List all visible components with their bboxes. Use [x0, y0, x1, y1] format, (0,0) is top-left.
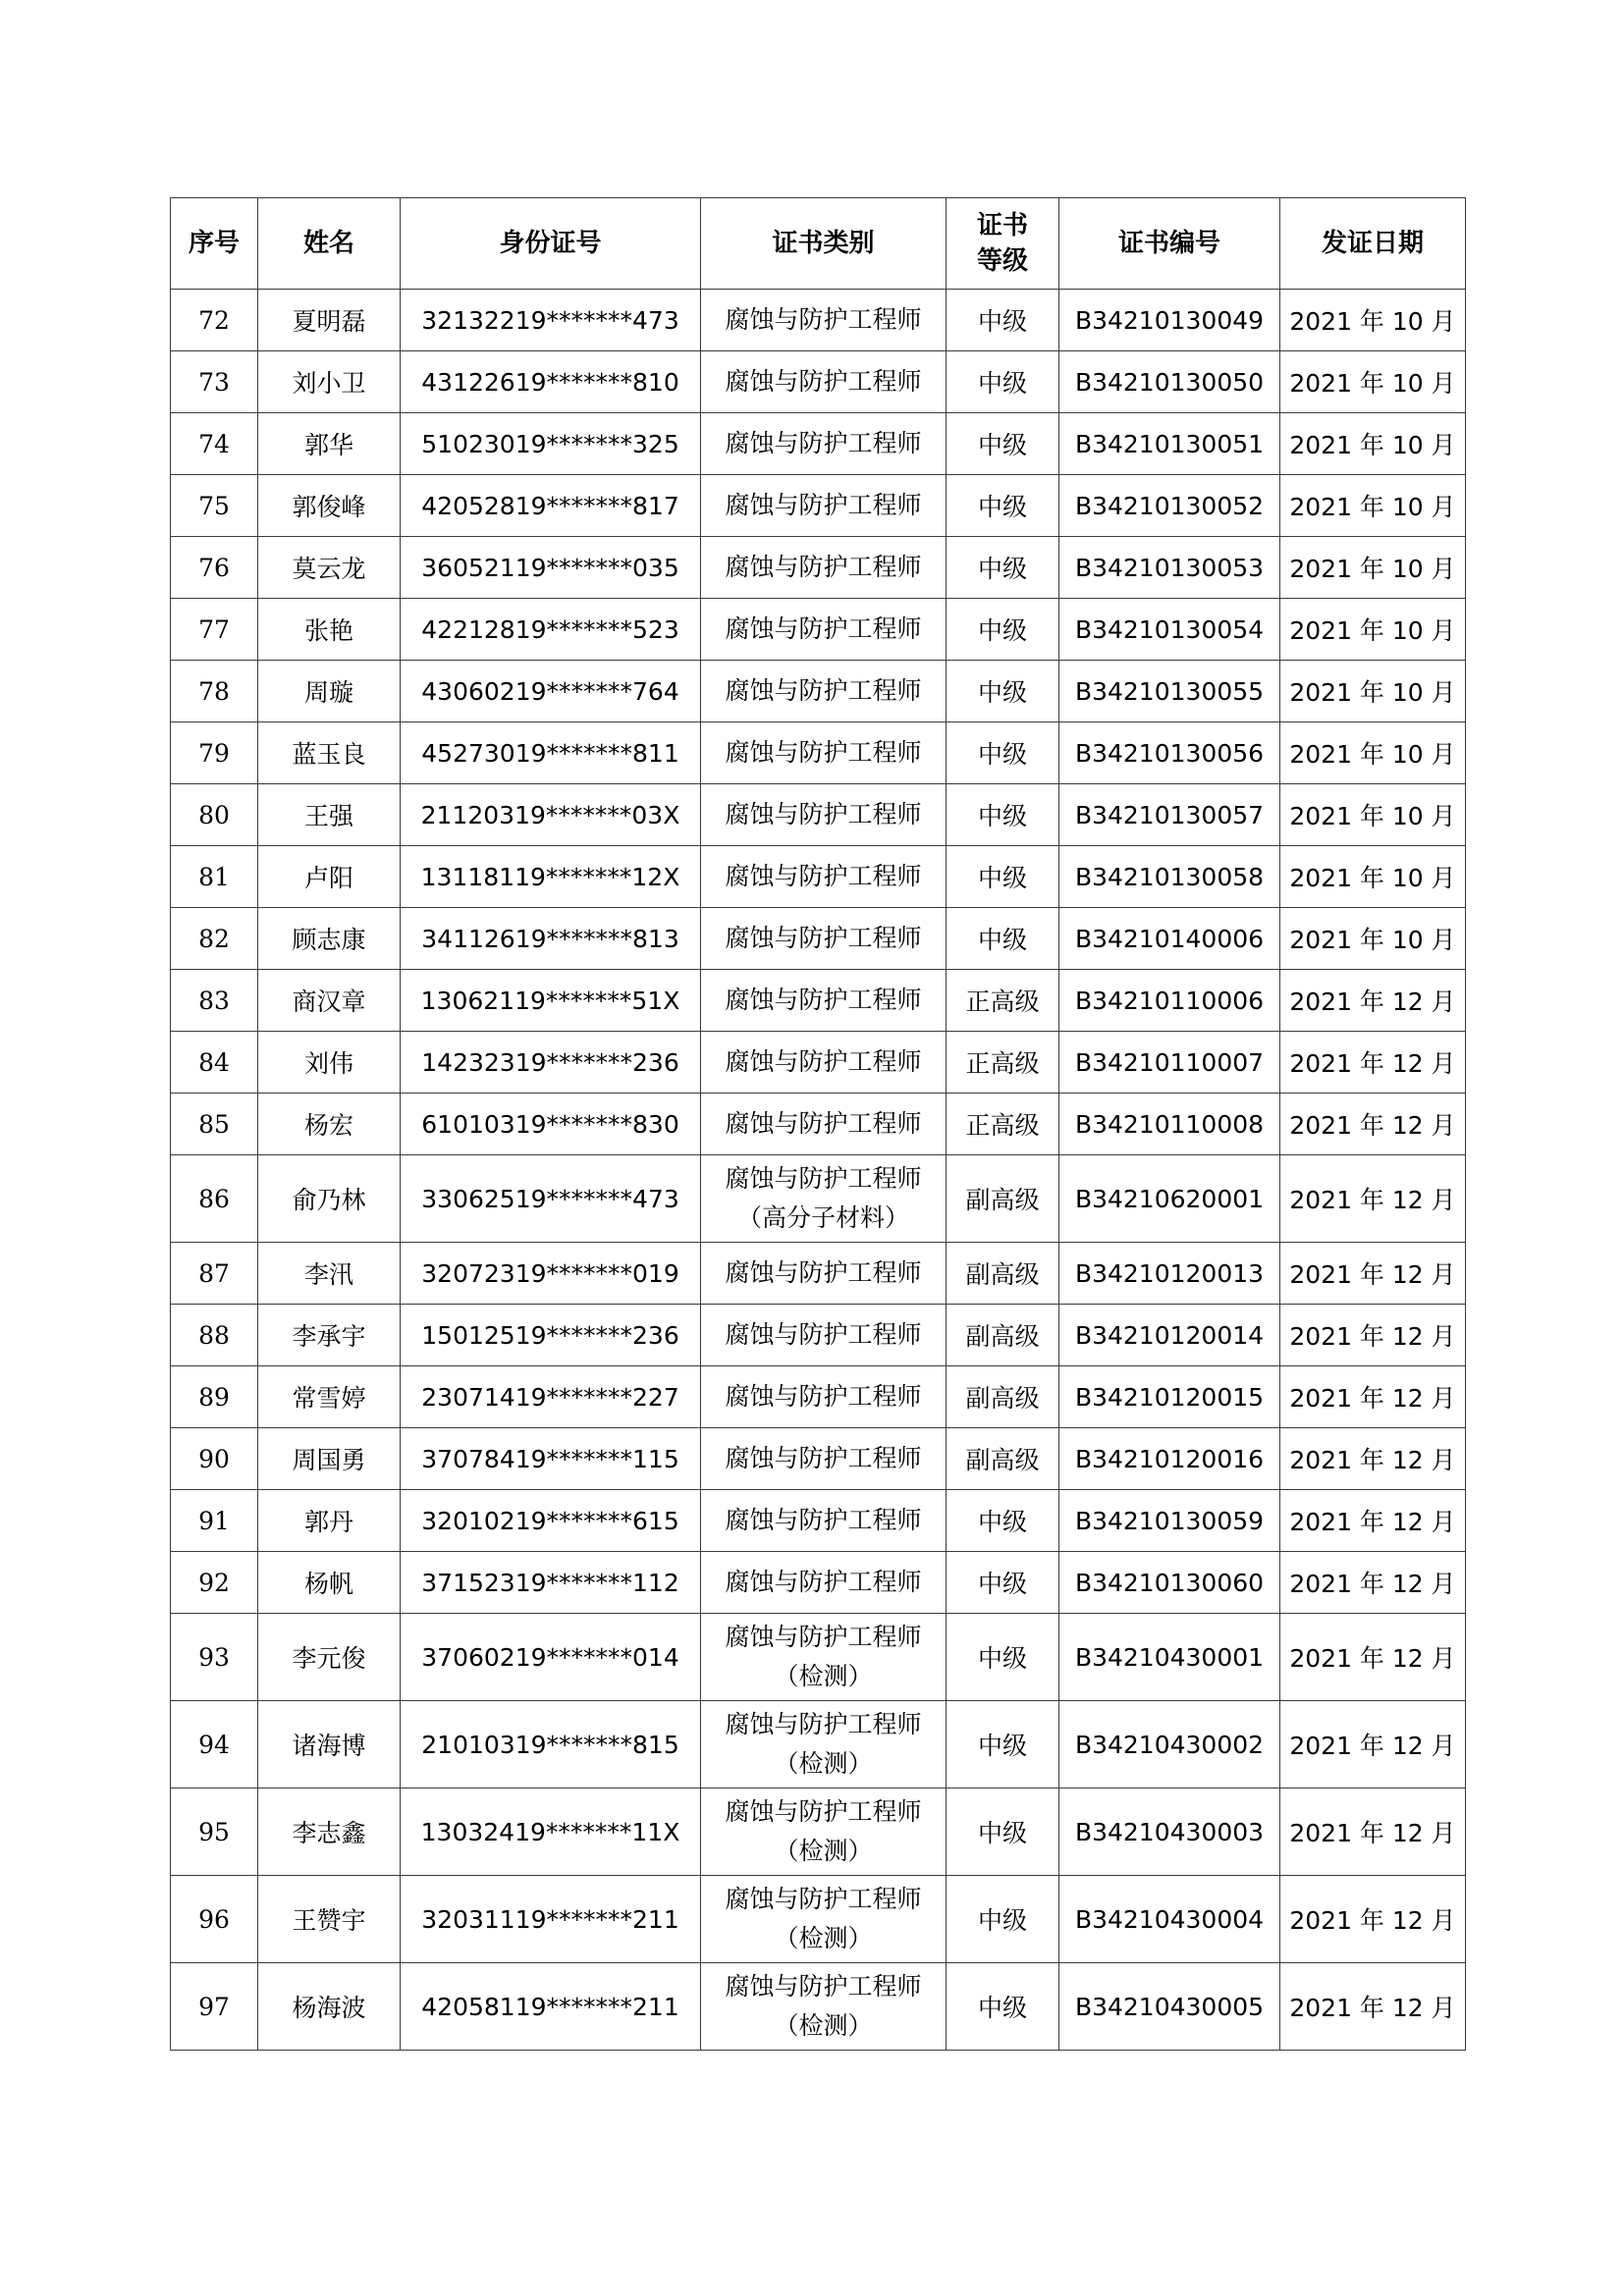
row-cert-type — [701, 599, 947, 661]
row-num: 76 — [171, 537, 258, 599]
row-num: 73 — [171, 351, 258, 413]
row-issue-date: 2021 年 12 月 — [1280, 1963, 1466, 2051]
row-cert-type-sub: （检测） — [774, 1837, 873, 1865]
row-cert-code: B34210130052 — [1059, 475, 1280, 537]
table-row — [171, 1552, 1466, 1614]
row-cert-type-main: 腐蚀与防护工程师 — [725, 1164, 922, 1193]
row-id-number: 33062519*******473 — [401, 1155, 701, 1243]
row-issue-date: 2021 年 12 月 — [1280, 1366, 1466, 1428]
table-row — [171, 1155, 1466, 1243]
row-cert-code: B34210130056 — [1059, 722, 1280, 784]
row-cert-type-main: 腐蚀与防护工程师 — [725, 367, 922, 396]
table-row — [171, 1876, 1466, 1963]
row-cert-type-main: 腐蚀与防护工程师 — [725, 1320, 922, 1349]
table-row — [171, 1963, 1466, 2051]
row-id-number: 21010319*******815 — [401, 1701, 701, 1789]
row-cert-type-main: 腐蚀与防护工程师 — [725, 1047, 922, 1076]
row-id-number: 32031119*******211 — [401, 1876, 701, 1963]
row-issue-date: 2021 年 12 月 — [1280, 1428, 1466, 1490]
row-num: 92 — [171, 1552, 258, 1614]
table-row — [171, 413, 1466, 475]
header-date: 发证日期 — [1280, 198, 1466, 290]
row-cert-type — [701, 784, 947, 846]
row-name: 王强 — [258, 784, 401, 846]
row-cert-level: 中级 — [947, 722, 1059, 784]
row-cert-type-main: 腐蚀与防护工程师 — [725, 429, 922, 457]
row-name: 李志鑫 — [258, 1789, 401, 1876]
row-issue-date: 2021 年 10 月 — [1280, 846, 1466, 908]
row-id-number: 13062119*******51X — [401, 970, 701, 1032]
row-cert-level: 副高级 — [947, 1428, 1059, 1490]
certificate-table — [170, 197, 1466, 2051]
row-cert-type-main: 腐蚀与防护工程师 — [725, 1444, 922, 1472]
row-cert-level: 正高级 — [947, 1094, 1059, 1155]
row-cert-level: 中级 — [947, 1789, 1059, 1876]
row-cert-code: B34210110007 — [1059, 1032, 1280, 1094]
row-name: 诸海博 — [258, 1701, 401, 1789]
row-num: 91 — [171, 1490, 258, 1552]
row-id-number: 34112619*******813 — [401, 908, 701, 970]
table-row — [171, 1032, 1466, 1094]
row-name: 杨海波 — [258, 1963, 401, 2051]
row-name: 俞乃林 — [258, 1155, 401, 1243]
row-cert-code: B34210110006 — [1059, 970, 1280, 1032]
row-cert-type — [701, 537, 947, 599]
row-cert-code: B34210130054 — [1059, 599, 1280, 661]
row-cert-level: 中级 — [947, 1552, 1059, 1614]
row-cert-type — [701, 351, 947, 413]
table-row — [171, 537, 1466, 599]
row-cert-level: 副高级 — [947, 1243, 1059, 1305]
row-num: 87 — [171, 1243, 258, 1305]
row-cert-type — [701, 1155, 947, 1243]
row-name: 李承宇 — [258, 1305, 401, 1366]
row-cert-type-main: 腐蚀与防护工程师 — [725, 1568, 922, 1596]
row-name: 莫云龙 — [258, 537, 401, 599]
row-name: 杨宏 — [258, 1094, 401, 1155]
row-issue-date: 2021 年 10 月 — [1280, 784, 1466, 846]
table-body — [171, 290, 1466, 2051]
row-name: 郭丹 — [258, 1490, 401, 1552]
row-cert-type — [701, 1614, 947, 1701]
row-cert-type-sub: （检测） — [774, 2011, 873, 2040]
header-row — [171, 198, 1466, 290]
row-name: 王赞宇 — [258, 1876, 401, 1963]
row-cert-level: 中级 — [947, 599, 1059, 661]
table-row — [171, 970, 1466, 1032]
row-name: 李汛 — [258, 1243, 401, 1305]
row-issue-date: 2021 年 10 月 — [1280, 290, 1466, 351]
row-cert-code: B34210130049 — [1059, 290, 1280, 351]
row-id-number: 45273019*******811 — [401, 722, 701, 784]
row-cert-code: B34210430002 — [1059, 1701, 1280, 1789]
table-row — [171, 1701, 1466, 1789]
row-cert-code: B34210120016 — [1059, 1428, 1280, 1490]
table-row — [171, 1366, 1466, 1428]
row-issue-date: 2021 年 10 月 — [1280, 413, 1466, 475]
row-issue-date: 2021 年 12 月 — [1280, 1243, 1466, 1305]
row-cert-type-main: 腐蚀与防护工程师 — [725, 800, 922, 828]
table-row — [171, 475, 1466, 537]
row-cert-code: B34210120013 — [1059, 1243, 1280, 1305]
row-cert-code: B34210140006 — [1059, 908, 1280, 970]
row-cert-level: 中级 — [947, 537, 1059, 599]
row-name: 商汉章 — [258, 970, 401, 1032]
row-num: 88 — [171, 1305, 258, 1366]
row-name: 蓝玉良 — [258, 722, 401, 784]
row-id-number: 42052819*******817 — [401, 475, 701, 537]
row-id-number: 15012519*******236 — [401, 1305, 701, 1366]
row-cert-type-main: 腐蚀与防护工程师 — [725, 491, 922, 519]
row-num: 86 — [171, 1155, 258, 1243]
row-num: 80 — [171, 784, 258, 846]
table-row — [171, 1614, 1466, 1701]
row-cert-type-main: 腐蚀与防护工程师 — [725, 676, 922, 705]
table-header — [171, 198, 1466, 290]
row-cert-type — [701, 413, 947, 475]
table-row — [171, 1428, 1466, 1490]
row-cert-code: B34210430005 — [1059, 1963, 1280, 2051]
row-num: 75 — [171, 475, 258, 537]
table-row — [171, 1243, 1466, 1305]
row-issue-date: 2021 年 10 月 — [1280, 908, 1466, 970]
row-cert-type-main: 腐蚀与防护工程师 — [725, 1258, 922, 1287]
row-cert-type — [701, 1963, 947, 2051]
row-id-number: 32072319*******019 — [401, 1243, 701, 1305]
header-level-line1: 证书 — [976, 211, 1028, 240]
row-cert-type — [701, 1701, 947, 1789]
row-cert-type-main: 腐蚀与防护工程师 — [725, 553, 922, 581]
table-row — [171, 846, 1466, 908]
row-name: 常雪婷 — [258, 1366, 401, 1428]
row-cert-type — [701, 1876, 947, 1963]
row-num: 78 — [171, 661, 258, 722]
row-name: 夏明磊 — [258, 290, 401, 351]
table-row — [171, 1305, 1466, 1366]
row-cert-code: B34210130059 — [1059, 1490, 1280, 1552]
row-cert-code: B34210130051 — [1059, 413, 1280, 475]
row-name: 刘伟 — [258, 1032, 401, 1094]
row-id-number: 42212819*******523 — [401, 599, 701, 661]
row-num: 79 — [171, 722, 258, 784]
row-cert-type-main: 腐蚀与防护工程师 — [725, 862, 922, 890]
row-cert-type — [701, 1552, 947, 1614]
header-name: 姓名 — [258, 198, 401, 290]
row-num: 83 — [171, 970, 258, 1032]
row-name: 卢阳 — [258, 846, 401, 908]
row-cert-type-main: 腐蚀与防护工程师 — [725, 1506, 922, 1534]
row-id-number: 37152319*******112 — [401, 1552, 701, 1614]
row-cert-type-main: 腐蚀与防护工程师 — [725, 738, 922, 767]
table-row — [171, 661, 1466, 722]
row-issue-date: 2021 年 10 月 — [1280, 537, 1466, 599]
row-cert-type — [701, 1243, 947, 1305]
row-issue-date: 2021 年 12 月 — [1280, 1701, 1466, 1789]
row-cert-level: 中级 — [947, 846, 1059, 908]
row-cert-type-main: 腐蚀与防护工程师 — [725, 1382, 922, 1411]
row-cert-code: B34210620001 — [1059, 1155, 1280, 1243]
row-num: 96 — [171, 1876, 258, 1963]
row-num: 97 — [171, 1963, 258, 2051]
row-cert-level: 中级 — [947, 1876, 1059, 1963]
row-issue-date: 2021 年 12 月 — [1280, 1614, 1466, 1701]
row-cert-type-sub: （检测） — [774, 1924, 873, 1952]
row-cert-code: B34210130058 — [1059, 846, 1280, 908]
row-issue-date: 2021 年 10 月 — [1280, 351, 1466, 413]
row-id-number: 32010219*******615 — [401, 1490, 701, 1552]
row-cert-type-main: 腐蚀与防护工程师 — [725, 614, 922, 643]
header-num: 序号 — [171, 198, 258, 290]
row-cert-type — [701, 1789, 947, 1876]
row-cert-level: 中级 — [947, 1701, 1059, 1789]
row-cert-level: 中级 — [947, 784, 1059, 846]
row-cert-type-sub: （高分子材料） — [736, 1203, 909, 1232]
row-cert-level: 副高级 — [947, 1155, 1059, 1243]
row-issue-date: 2021 年 12 月 — [1280, 1789, 1466, 1876]
row-num: 93 — [171, 1614, 258, 1701]
row-id-number: 37078419*******115 — [401, 1428, 701, 1490]
row-cert-level: 中级 — [947, 290, 1059, 351]
row-num: 90 — [171, 1428, 258, 1490]
row-id-number: 61010319*******830 — [401, 1094, 701, 1155]
table-row — [171, 290, 1466, 351]
row-cert-level: 中级 — [947, 351, 1059, 413]
row-cert-type — [701, 1366, 947, 1428]
row-cert-code: B34210130057 — [1059, 784, 1280, 846]
row-cert-level: 中级 — [947, 1614, 1059, 1701]
row-cert-type — [701, 1032, 947, 1094]
row-cert-level: 正高级 — [947, 970, 1059, 1032]
row-cert-type-sub: （检测） — [774, 1662, 873, 1690]
row-id-number: 37060219*******014 — [401, 1614, 701, 1701]
table-row — [171, 351, 1466, 413]
row-cert-code: B34210120014 — [1059, 1305, 1280, 1366]
row-name: 郭俊峰 — [258, 475, 401, 537]
row-id-number: 21120319*******03X — [401, 784, 701, 846]
row-cert-code: B34210430003 — [1059, 1789, 1280, 1876]
row-id-number: 51023019*******325 — [401, 413, 701, 475]
row-cert-code: B34210430004 — [1059, 1876, 1280, 1963]
row-name: 杨帆 — [258, 1552, 401, 1614]
row-name: 刘小卫 — [258, 351, 401, 413]
row-cert-type-main: 腐蚀与防护工程师 — [725, 1885, 922, 1913]
row-cert-type-sub: （检测） — [774, 1749, 873, 1778]
row-num: 89 — [171, 1366, 258, 1428]
row-cert-code: B34210110008 — [1059, 1094, 1280, 1155]
table-row — [171, 908, 1466, 970]
row-id-number: 13032419*******11X — [401, 1789, 701, 1876]
row-num: 95 — [171, 1789, 258, 1876]
row-cert-type-main: 腐蚀与防护工程师 — [725, 1972, 922, 2001]
row-cert-code: B34210130050 — [1059, 351, 1280, 413]
header-level-line2: 等级 — [976, 246, 1028, 276]
row-cert-level: 中级 — [947, 413, 1059, 475]
row-cert-code: B34210130060 — [1059, 1552, 1280, 1614]
table-row — [171, 784, 1466, 846]
row-cert-type — [701, 661, 947, 722]
row-id-number: 23071419*******227 — [401, 1366, 701, 1428]
row-cert-type-main: 腐蚀与防护工程师 — [725, 1623, 922, 1651]
row-issue-date: 2021 年 12 月 — [1280, 1155, 1466, 1243]
row-id-number: 42058119*******211 — [401, 1963, 701, 2051]
row-cert-level: 中级 — [947, 661, 1059, 722]
row-num: 72 — [171, 290, 258, 351]
row-issue-date: 2021 年 12 月 — [1280, 1094, 1466, 1155]
row-cert-type — [701, 1094, 947, 1155]
row-issue-date: 2021 年 12 月 — [1280, 1305, 1466, 1366]
row-num: 82 — [171, 908, 258, 970]
table-row — [171, 1490, 1466, 1552]
header-id: 身份证号 — [401, 198, 701, 290]
row-num: 85 — [171, 1094, 258, 1155]
row-cert-type — [701, 475, 947, 537]
row-issue-date: 2021 年 12 月 — [1280, 1032, 1466, 1094]
table-row — [171, 1789, 1466, 1876]
row-cert-type-main: 腐蚀与防护工程师 — [725, 1797, 922, 1826]
header-type: 证书类别 — [701, 198, 947, 290]
row-id-number: 43060219*******764 — [401, 661, 701, 722]
row-num: 81 — [171, 846, 258, 908]
row-id-number: 36052119*******035 — [401, 537, 701, 599]
row-name: 张艳 — [258, 599, 401, 661]
row-issue-date: 2021 年 10 月 — [1280, 599, 1466, 661]
row-id-number: 32132219*******473 — [401, 290, 701, 351]
row-cert-type — [701, 1428, 947, 1490]
row-name: 李元俊 — [258, 1614, 401, 1701]
row-id-number: 13118119*******12X — [401, 846, 701, 908]
row-num: 74 — [171, 413, 258, 475]
row-cert-level: 中级 — [947, 475, 1059, 537]
row-cert-level: 中级 — [947, 1963, 1059, 2051]
row-issue-date: 2021 年 10 月 — [1280, 722, 1466, 784]
row-cert-code: B34210430001 — [1059, 1614, 1280, 1701]
row-cert-type — [701, 290, 947, 351]
row-cert-type — [701, 1305, 947, 1366]
table-row — [171, 1094, 1466, 1155]
row-cert-type — [701, 846, 947, 908]
row-issue-date: 2021 年 12 月 — [1280, 1552, 1466, 1614]
row-issue-date: 2021 年 10 月 — [1280, 661, 1466, 722]
row-issue-date: 2021 年 12 月 — [1280, 1490, 1466, 1552]
row-issue-date: 2021 年 12 月 — [1280, 1876, 1466, 1963]
header-code: 证书编号 — [1059, 198, 1280, 290]
header-level — [947, 198, 1059, 290]
row-num: 77 — [171, 599, 258, 661]
table-row — [171, 722, 1466, 784]
row-name: 周国勇 — [258, 1428, 401, 1490]
row-cert-level: 正高级 — [947, 1032, 1059, 1094]
row-cert-code: B34210120015 — [1059, 1366, 1280, 1428]
row-num: 94 — [171, 1701, 258, 1789]
row-cert-level: 副高级 — [947, 1366, 1059, 1428]
table-row — [171, 599, 1466, 661]
row-cert-level: 中级 — [947, 908, 1059, 970]
row-name: 顾志康 — [258, 908, 401, 970]
row-cert-type — [701, 722, 947, 784]
row-issue-date: 2021 年 10 月 — [1280, 475, 1466, 537]
row-cert-level: 中级 — [947, 1490, 1059, 1552]
row-name: 周璇 — [258, 661, 401, 722]
row-cert-type-main: 腐蚀与防护工程师 — [725, 1109, 922, 1138]
row-cert-code: B34210130053 — [1059, 537, 1280, 599]
row-cert-type-main: 腐蚀与防护工程师 — [725, 924, 922, 952]
row-num: 84 — [171, 1032, 258, 1094]
row-cert-type-main: 腐蚀与防护工程师 — [725, 986, 922, 1014]
row-cert-type — [701, 970, 947, 1032]
row-cert-type — [701, 1490, 947, 1552]
row-id-number: 14232319*******236 — [401, 1032, 701, 1094]
row-cert-type-main: 腐蚀与防护工程师 — [725, 1710, 922, 1738]
row-id-number: 43122619*******810 — [401, 351, 701, 413]
row-issue-date: 2021 年 12 月 — [1280, 970, 1466, 1032]
row-cert-code: B34210130055 — [1059, 661, 1280, 722]
row-cert-level: 副高级 — [947, 1305, 1059, 1366]
row-cert-type — [701, 908, 947, 970]
row-cert-type-main: 腐蚀与防护工程师 — [725, 305, 922, 334]
row-name: 郭华 — [258, 413, 401, 475]
